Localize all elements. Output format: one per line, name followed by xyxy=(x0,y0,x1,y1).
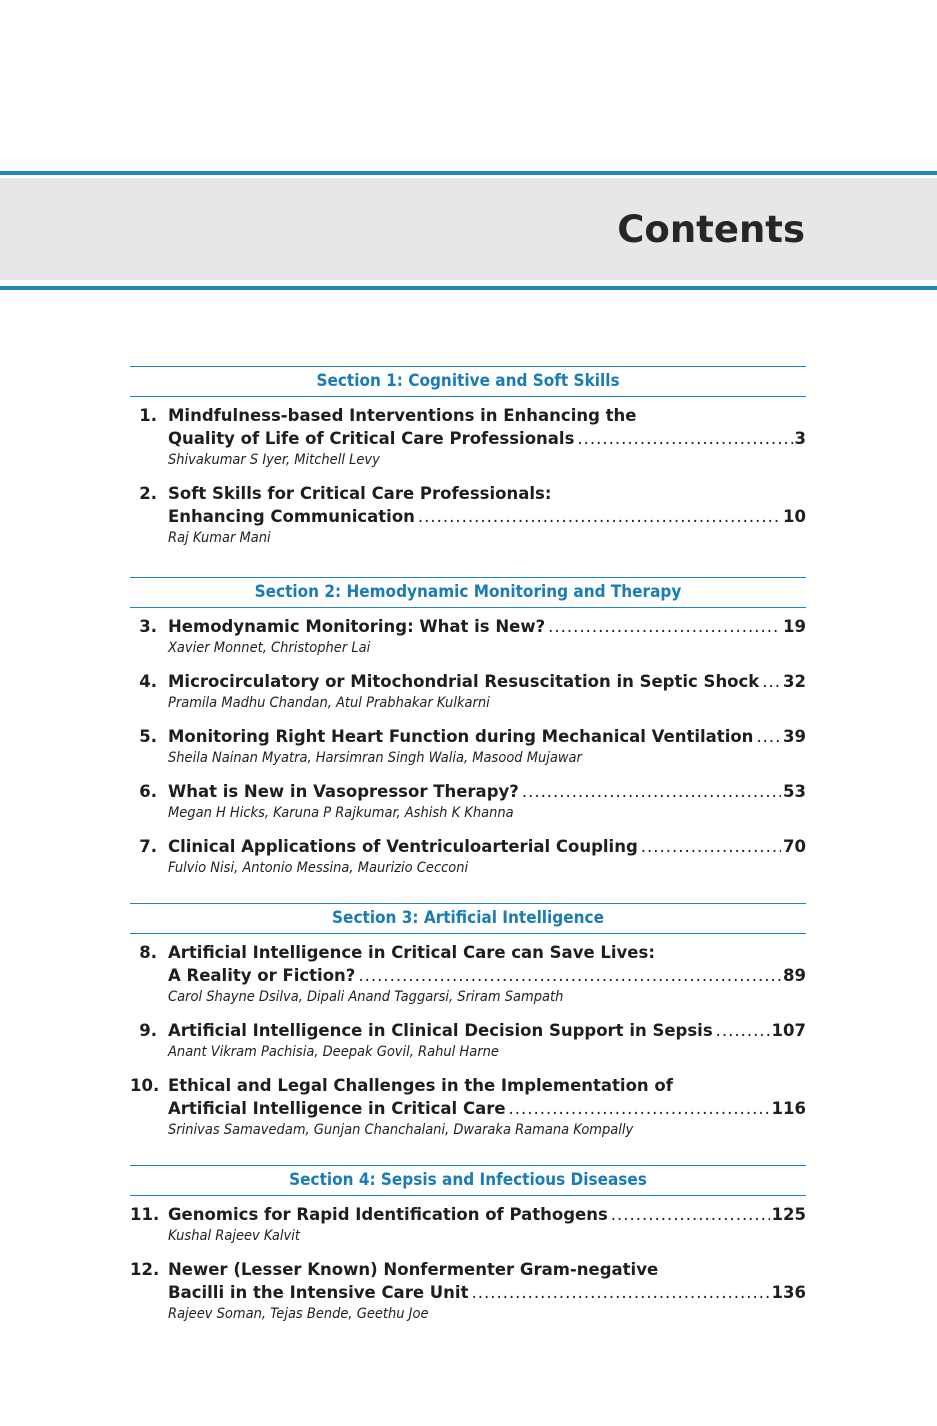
section-heading: Section 3: Artificial Intelligence xyxy=(130,903,806,934)
entry-authors: Sheila Nainan Myatra, Harsimran Singh Walia, Masood Mujawar xyxy=(168,750,582,766)
entry-title-row xyxy=(168,1281,806,1304)
dot-leader xyxy=(716,1019,770,1042)
section-heading: Section 2: Hemodynamic Monitoring and Therapy xyxy=(130,577,806,608)
entry-title: Monitoring Right Heart Function during Mechanical Ventilation xyxy=(168,727,754,746)
banner-top-rule xyxy=(0,171,937,175)
entry-authors: Megan H Hicks, Karuna P Rajkumar, Ashish K Khanna xyxy=(168,805,514,821)
page-number: 32 xyxy=(783,672,806,691)
page-number: 70 xyxy=(783,837,806,856)
page-number: 53 xyxy=(783,782,806,801)
entry-title: Artificial Intelligence in Clinical Decision Support in Sepsis xyxy=(168,1021,713,1040)
entry-number: 9. xyxy=(139,1021,157,1040)
entry-authors: Kushal Rajeev Kalvit xyxy=(168,1228,300,1244)
entry-number: 6. xyxy=(139,782,157,801)
page-number: 39 xyxy=(783,727,806,746)
toc-entry[interactable] xyxy=(130,1258,806,1325)
section-heading: Section 4: Sepsis and Infectious Diseases xyxy=(130,1165,806,1196)
dot-leader xyxy=(577,427,792,450)
entry-authors: Rajeev Soman, Tejas Bende, Geethu Joe xyxy=(168,1306,429,1322)
entry-title: Artificial Intelligence in Critical Care xyxy=(168,1099,506,1118)
banner-bottom-rule xyxy=(0,286,937,290)
entry-title: Bacilli in the Intensive Care Unit xyxy=(168,1283,469,1302)
entry-title: Hemodynamic Monitoring: What is New? xyxy=(168,617,546,636)
dot-leader xyxy=(358,964,781,987)
entry-title-row xyxy=(168,615,806,638)
entry-title-row xyxy=(168,1203,806,1226)
entry-authors: Fulvio Nisi, Antonio Messina, Maurizio Cecconi xyxy=(168,860,469,876)
entry-title: Genomics for Rapid Identification of Pathogens xyxy=(168,1205,608,1224)
entry-title-row xyxy=(168,427,806,450)
dot-leader xyxy=(522,780,781,803)
page-number: 116 xyxy=(771,1099,806,1118)
entry-authors: Shivakumar S Iyer, Mitchell Levy xyxy=(168,452,380,468)
entry-title-row xyxy=(168,1019,806,1042)
dot-leader xyxy=(641,835,781,858)
entry-title: A Reality or Fiction? xyxy=(168,966,356,985)
toc-entry[interactable] xyxy=(130,1203,806,1247)
page-number: 89 xyxy=(783,966,806,985)
toc-entry[interactable] xyxy=(130,780,806,824)
page-number: 19 xyxy=(783,617,806,636)
toc-entry[interactable] xyxy=(130,404,806,471)
toc-entry[interactable] xyxy=(130,670,806,714)
entry-number: 5. xyxy=(139,727,157,746)
entry-title-line: Artificial Intelligence in Critical Care can Save Lives: xyxy=(168,943,655,962)
entry-authors: Srinivas Samavedam, Gunjan Chanchalani, Dwaraka Ramana Kompally xyxy=(168,1122,634,1138)
page-number: 125 xyxy=(771,1205,806,1224)
entry-title-row xyxy=(168,964,806,987)
page-number: 3 xyxy=(794,429,806,448)
toc-entry[interactable] xyxy=(130,615,806,659)
entry-title-line: Soft Skills for Critical Care Professionals: xyxy=(168,484,552,503)
entry-title-row xyxy=(168,835,806,858)
entry-number: 11. xyxy=(130,1205,160,1224)
page-number: 107 xyxy=(771,1021,806,1040)
dot-leader xyxy=(548,615,781,638)
entry-title: Quality of Life of Critical Care Professionals xyxy=(168,429,575,448)
entry-title-row xyxy=(168,780,806,803)
dot-leader xyxy=(611,1203,770,1226)
dot-leader xyxy=(756,725,781,748)
dot-leader xyxy=(418,505,781,528)
entry-number: 2. xyxy=(139,484,157,503)
table-of-contents xyxy=(130,366,806,1325)
entry-number: 3. xyxy=(139,617,157,636)
page-number: 10 xyxy=(783,507,806,526)
entry-title-row xyxy=(168,505,806,528)
entry-title-row xyxy=(168,1097,806,1120)
toc-entry[interactable] xyxy=(130,1019,806,1063)
entry-authors: Pramila Madhu Chandan, Atul Prabhakar Kulkarni xyxy=(168,695,490,711)
entry-title: Clinical Applications of Ventriculoarterial Coupling xyxy=(168,837,638,856)
toc-entry[interactable] xyxy=(130,1074,806,1141)
entry-title-row xyxy=(168,725,806,748)
entry-number: 8. xyxy=(139,943,157,962)
entry-title-row xyxy=(168,670,806,693)
section-heading: Section 1: Cognitive and Soft Skills xyxy=(130,366,806,397)
entry-number: 1. xyxy=(139,406,157,425)
entry-number: 12. xyxy=(130,1260,160,1279)
dot-leader xyxy=(471,1281,769,1304)
entry-authors: Carol Shayne Dsilva, Dipali Anand Taggarsi, Sriram Sampath xyxy=(168,989,564,1005)
entry-title-line: Mindfulness-based Interventions in Enhancing the xyxy=(168,406,637,425)
entry-number: 7. xyxy=(139,837,157,856)
entry-number: 10. xyxy=(130,1076,160,1095)
page-title: Contents xyxy=(617,208,805,251)
entry-title-line: Newer (Lesser Known) Nonfermenter Gram-negative xyxy=(168,1260,659,1279)
entry-number: 4. xyxy=(139,672,157,691)
entry-authors: Xavier Monnet, Christopher Lai xyxy=(168,640,371,656)
page-number: 136 xyxy=(771,1283,806,1302)
toc-entry[interactable] xyxy=(130,482,806,549)
entry-authors: Anant Vikram Pachisia, Deepak Govil, Rahul Harne xyxy=(168,1044,499,1060)
toc-entry[interactable] xyxy=(130,725,806,769)
dot-leader xyxy=(762,670,781,693)
entry-title: Enhancing Communication xyxy=(168,507,415,526)
entry-authors: Raj Kumar Mani xyxy=(168,530,271,546)
dot-leader xyxy=(509,1097,770,1120)
entry-title: Microcirculatory or Mitochondrial Resuscitation in Septic Shock xyxy=(168,672,760,691)
toc-entry[interactable] xyxy=(130,941,806,1008)
entry-title: What is New in Vasopressor Therapy? xyxy=(168,782,519,801)
toc-entry[interactable] xyxy=(130,835,806,879)
entry-title-line: Ethical and Legal Challenges in the Implementation of xyxy=(168,1076,673,1095)
